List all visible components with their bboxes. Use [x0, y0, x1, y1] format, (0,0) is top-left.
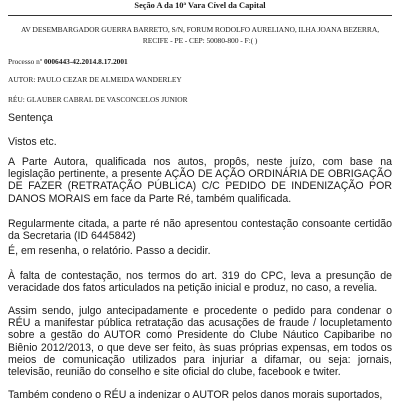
process-number: 0006443-42.2014.8.17.2001 — [43, 57, 128, 66]
paragraph-5: Assim sendo, julgo antecipadamente e procedente o pedido para condenar o RÉU a manifestar pública retratação das acusações de fraude / locupletamento sobre a gestão do AUTOR como Presidente do Clube Náutico Capibaribe no Biênio 2012/2013, o que deve ser feito, às suas próprias expensas, em todos os meios de comunicação utilizados para injuriar a difamar, ou seja: jornais, televisão, reunião do conselho e site oficial do clube, facebook e twiter. — [8, 305, 392, 379]
author-line: AUTOR: PAULO CEZAR DE ALMEIDA WANDERLEY — [8, 75, 182, 84]
paragraph-1: A Parte Autora, qualificada nos autos, propôs, neste juízo, com base na legislação pertinente, a presente AÇÃO DE AÇÃO ORDINÁRIA DE OBRIGAÇÃO DE FAZER (RETRATAÇÃO PÚBLICA) C/C PEDIDO DE INDENIZAÇÃO POR DANOS MORAIS em face da Parte Ré, também qualificada. — [8, 156, 392, 205]
sentence-title: Sentença — [8, 112, 53, 124]
header-divider — [8, 15, 392, 16]
paragraph-4: À falta de contestação, nos termos do art. 319 do CPC, leva a presunção de veracidade dos fatos articulados na petição inicial e produz, no caso, a revelia. — [8, 270, 392, 295]
process-label: Processo nº — [8, 57, 44, 66]
court-section-title: Seção A da 10ª Vara Cível da Capital — [134, 1, 266, 10]
court-address: AV DESEMBARGADOR GUERRA BARRETO, S/N, FORUM RODOLFO AURELIANO, ILHA JOANA BEZERRA, RECIFE - PE - CEP: 50080-800 - F:( ) — [20, 25, 380, 45]
paragraph-2: Regularmente citada, a parte ré não apresentou contestação consoante certidão da Secretaria (ID 6445842) — [8, 218, 392, 243]
defendant-line: RÉU: GLAUBER CABRAL DE VASCONCELOS JUNIOR — [8, 95, 188, 104]
process-line — [8, 57, 128, 66]
opening-line: Vistos etc. — [8, 136, 57, 148]
paragraph-6: Também condeno o RÉU a indenizar o AUTOR pelos danos morais suportados, — [8, 389, 383, 401]
paragraph-3: É, em resenha, o relatório. Passo a decidir. — [8, 245, 211, 257]
